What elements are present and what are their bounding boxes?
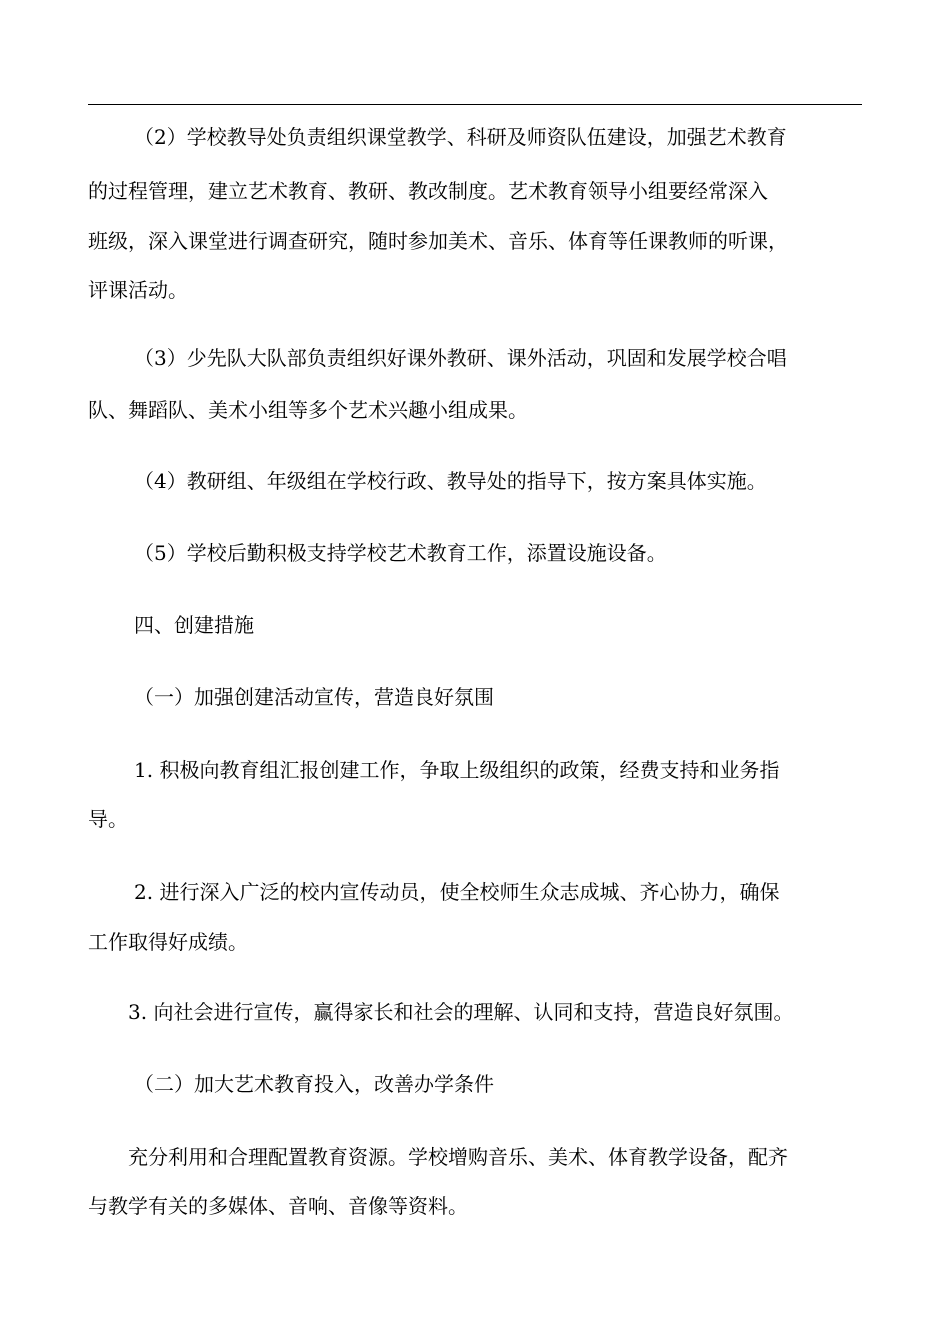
item-2-line-2: 工作取得好成绩。 [88, 930, 248, 954]
subheading-1: （一）加强创建活动宣传，营造良好氛围 [134, 685, 494, 709]
paragraph-3-line-1: （3）少先队大队部负责组织好课外教研、课外活动，巩固和发展学校合唱 [134, 346, 787, 370]
paragraph-resources-line-1: 充分利用和合理配置教育资源。学校增购音乐、美术、体育教学设备，配齐 [128, 1145, 788, 1169]
item-1-line-2: 导。 [88, 807, 128, 831]
paragraph-3-line-2: 队、舞蹈队、美术小组等多个艺术兴趣小组成果。 [88, 398, 528, 422]
item-2-line-1: 2. 进行深入广泛的校内宣传动员，使全校师生众志成城、齐心协力，确保 [134, 880, 780, 904]
item-3: 3. 向社会进行宣传，赢得家长和社会的理解、认同和支持，营造良好氛围。 [128, 1000, 794, 1024]
paragraph-5: （5）学校后勤积极支持学校艺术教育工作，添置设施设备。 [134, 541, 667, 565]
paragraph-2-line-2: 的过程管理，建立艺术教育、教研、教改制度。艺术教育领导小组要经常深入 [88, 179, 768, 203]
header-divider [88, 104, 862, 105]
item-1-line-1: 1. 积极向教育组汇报创建工作，争取上级组织的政策，经费支持和业务指 [134, 758, 780, 782]
paragraph-2-line-4: 评课活动。 [88, 278, 188, 302]
subheading-2: （二）加大艺术教育投入，改善办学条件 [134, 1072, 494, 1096]
paragraph-2-line-1: （2）学校教导处负责组织课堂教学、科研及师资队伍建设，加强艺术教育 [134, 125, 787, 149]
paragraph-2-line-3: 班级，深入课堂进行调查研究，随时参加美术、音乐、体育等任课教师的听课， [88, 229, 788, 253]
paragraph-resources-line-2: 与教学有关的多媒体、音响、音像等资料。 [88, 1194, 468, 1218]
paragraph-4: （4）教研组、年级组在学校行政、教导处的指导下，按方案具体实施。 [134, 469, 767, 493]
section-heading-measures: 四、创建措施 [134, 613, 254, 637]
